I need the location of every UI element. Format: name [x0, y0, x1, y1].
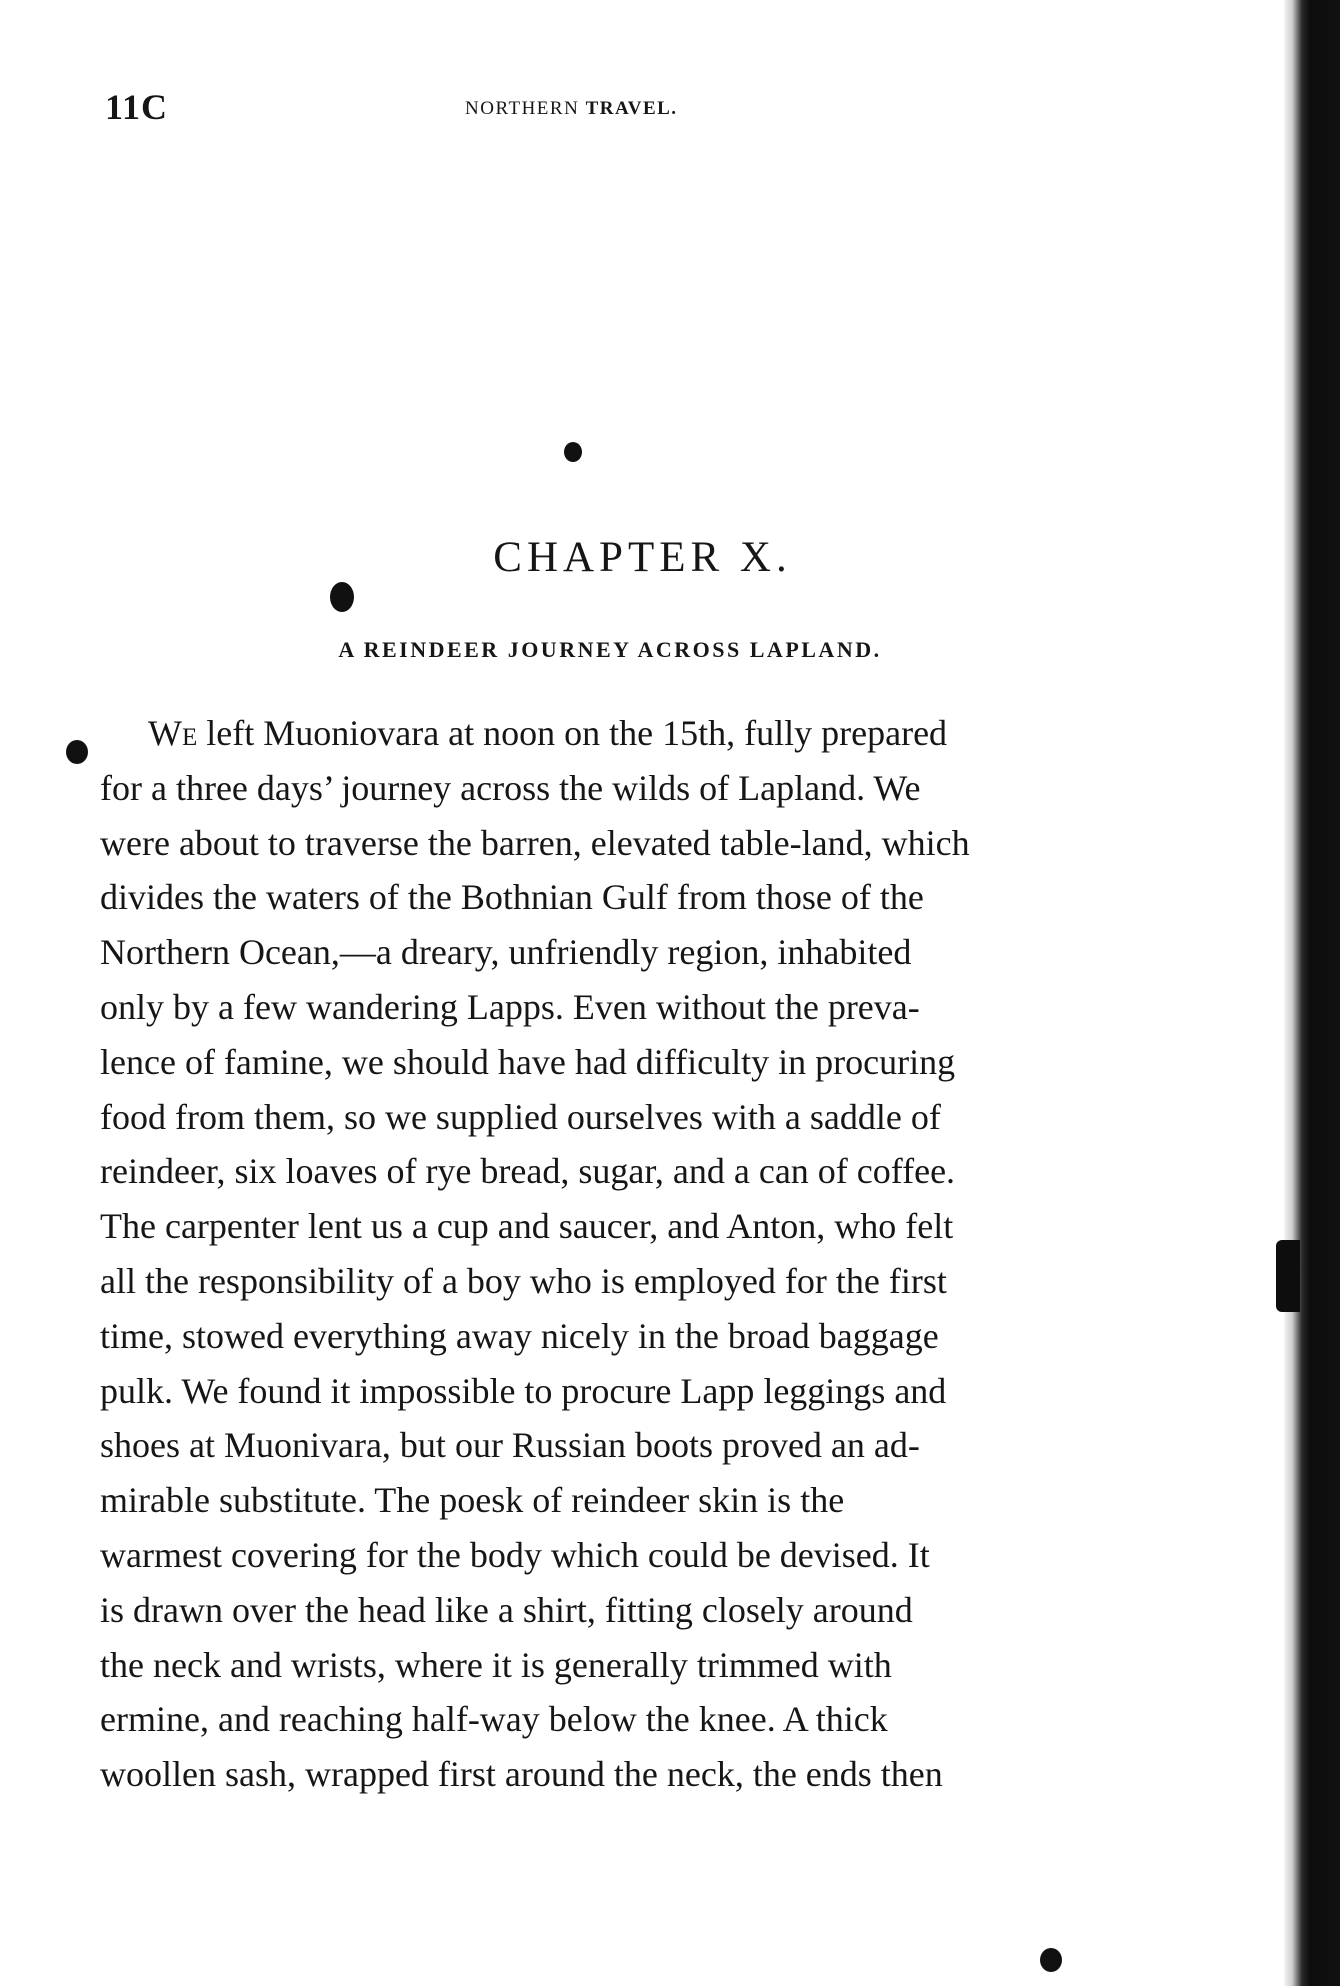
body-line [100, 1418, 1122, 1473]
running-head [0, 86, 1340, 126]
line-text: mirable substitute. The poesk of reindeer skin is the [100, 1480, 845, 1521]
binding-shadow [1284, 0, 1340, 1986]
body-line [100, 1473, 1122, 1528]
line-text: time, stowed everything away nicely in the broad baggage [100, 1315, 939, 1356]
body-line [100, 1309, 1122, 1364]
body-line [100, 1692, 1122, 1747]
line-text: pulk. We found it impossible to procure Lapp leggings and [100, 1370, 947, 1411]
body-line [100, 980, 1122, 1035]
ink-blot [66, 740, 88, 764]
body-line [100, 1090, 1122, 1145]
line-text: reindeer, six loaves of rye bread, sugar, and a can of coffee. [100, 1151, 956, 1192]
body-line [100, 706, 1122, 761]
binding-tab [1276, 1240, 1300, 1312]
body-line [100, 1144, 1122, 1199]
ink-blot [330, 582, 354, 612]
line-text: Northern Ocean,—a dreary, unfriendly region, inhabited [100, 932, 912, 973]
line-text: the neck and wrists, where it is generally trimmed with [100, 1644, 892, 1685]
line-text-1-rest: left Muoniovara at noon on the 15th, fully prepared [197, 713, 948, 753]
body-line [100, 1638, 1122, 1693]
page-number: 11C [105, 87, 169, 127]
body-line [100, 1364, 1122, 1419]
line-text: woollen sash, wrapped first around the neck, the ends then [100, 1754, 943, 1795]
line-text: is drawn over the head like a shirt, fitting closely around [100, 1589, 913, 1630]
body-line [100, 1528, 1122, 1583]
body-line [100, 1254, 1122, 1309]
body-line [100, 1199, 1122, 1254]
line-text-1 [148, 706, 947, 761]
line-text: warmest covering for the body which could be devised. It [100, 1534, 930, 1575]
line-text: ermine, and reaching half-way below the knee. A thick [100, 1699, 888, 1740]
running-title [465, 98, 678, 120]
running-title-word-1: NORTHERN [465, 98, 580, 119]
body-line [100, 870, 1122, 925]
chapter-subtitle: A REINDEER JOURNEY ACROSS LAPLAND. [338, 637, 882, 662]
line-text: food from them, so we supplied ourselves with a saddle of [100, 1096, 941, 1137]
body-line [100, 925, 1122, 980]
chapter-title: CHAPTER X. [493, 534, 792, 581]
body-line [100, 816, 1122, 871]
line-text: for a three days’ journey across the wilds of Lapland. We [100, 767, 921, 808]
body-text [100, 706, 1122, 1802]
line-text: all the responsibility of a boy who is employed for the first [100, 1260, 947, 1301]
line-text: lence of famine, we should have had difficulty in procuring [100, 1041, 956, 1082]
line-text: shoes at Muonivara, but our Russian boots proved an ad- [100, 1425, 920, 1466]
body-line [100, 1035, 1122, 1090]
ink-blot [1040, 1948, 1062, 1972]
running-title-word-2: TRAVEL. [585, 98, 678, 119]
ink-blot [564, 442, 582, 462]
drop-word: We [148, 713, 198, 753]
body-line [100, 761, 1122, 816]
line-text: The carpenter lent us a cup and saucer, and Anton, who felt [100, 1206, 954, 1247]
line-text: were about to traverse the barren, elevated table-land, which [100, 822, 970, 863]
body-line [100, 1747, 1122, 1802]
body-line [100, 1583, 1122, 1638]
line-text: divides the waters of the Bothnian Gulf from those of the [100, 877, 924, 918]
line-text: only by a few wandering Lapps. Even without the preva- [100, 986, 920, 1027]
